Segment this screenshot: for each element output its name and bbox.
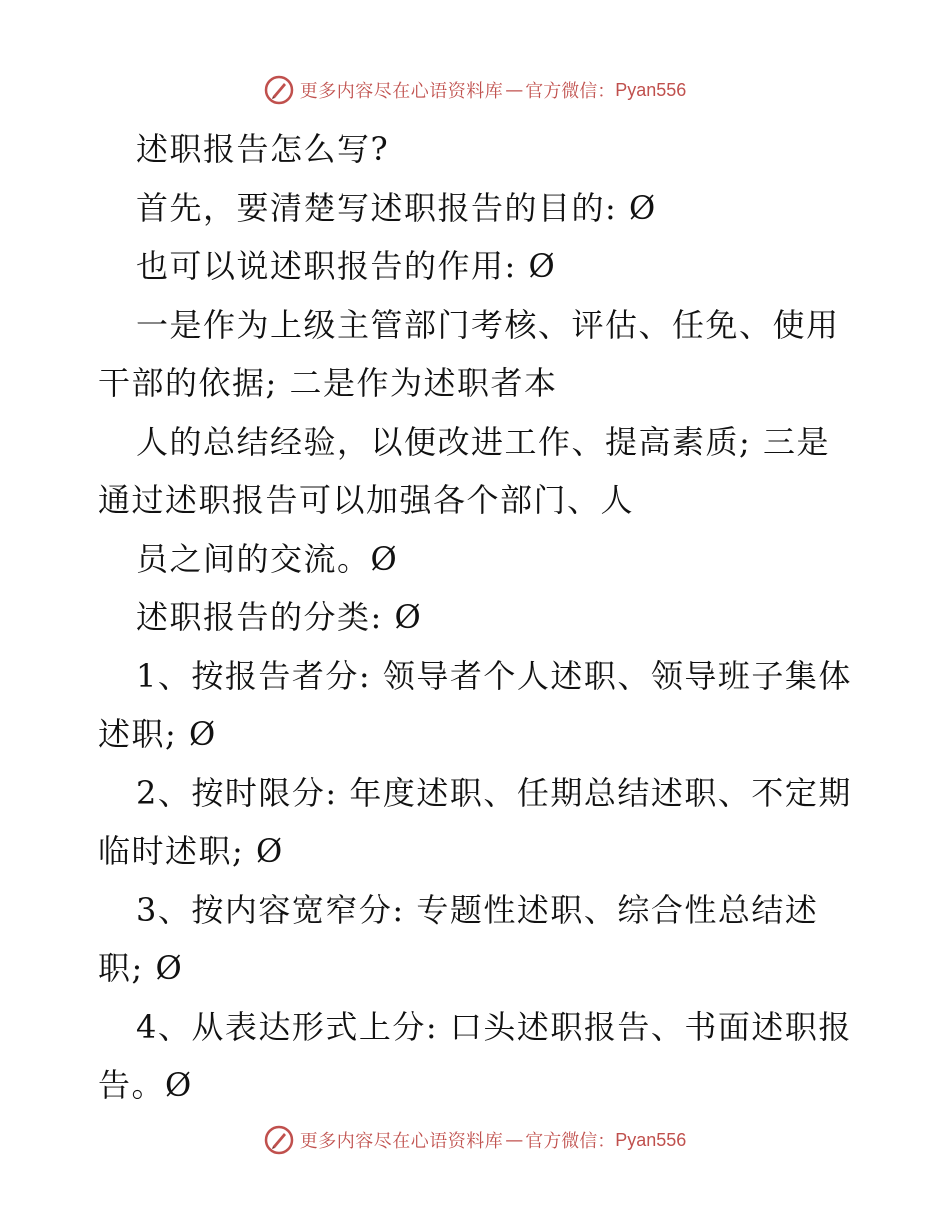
paragraph: 2、按时限分: 年度述职、任期总结述职、不定期临时述职; Ø — [98, 773, 852, 870]
paragraph: 人的总结经验，以便改进工作、提高素质; 三是通过述职报告可以加强各个部门、人 — [98, 422, 830, 519]
banner-dash: — — [505, 79, 524, 101]
paragraph: 一是作为上级主管部门考核、评估、任免、使用干部的依据; 二是作为述职者本 — [98, 305, 840, 402]
footer-banner — [0, 1120, 950, 1160]
paragraph: 员之间的交流。Ø — [136, 539, 399, 578]
paragraph: 首先，要清楚写述职报告的目的: Ø — [136, 188, 657, 227]
header-banner — [0, 70, 950, 110]
banner-text: 更多内容尽在心语资料库 — [299, 1131, 504, 1152]
banner-dash: — — [505, 1129, 524, 1151]
paragraph: 也可以说述职报告的作用: Ø — [136, 247, 557, 285]
quill-logo-icon — [264, 75, 294, 105]
paragraph: 述职报告怎么写? — [136, 130, 390, 168]
paragraph: 1、按报告者分: 领导者个人述职、领导班子集体述职; Ø — [98, 656, 852, 753]
paragraph: 4、从表达形式上分: 口头述职报告、书面述职报告。Ø — [98, 1007, 852, 1104]
document-body — [98, 120, 858, 1115]
banner-wechat-label: 官方微信： — [525, 1131, 616, 1152]
paragraph: 3、按内容宽窄分: 专题性述职、综合性总结述职; Ø — [98, 890, 819, 987]
banner-wechat-id: Pyan556 — [615, 1129, 687, 1150]
paragraph: 述职报告的分类: Ø — [136, 598, 423, 636]
banner-wechat-label: 官方微信： — [525, 81, 616, 102]
quill-logo-icon — [264, 1125, 294, 1155]
banner-text: 更多内容尽在心语资料库 — [299, 81, 504, 102]
banner-wechat-id: Pyan556 — [615, 79, 687, 100]
